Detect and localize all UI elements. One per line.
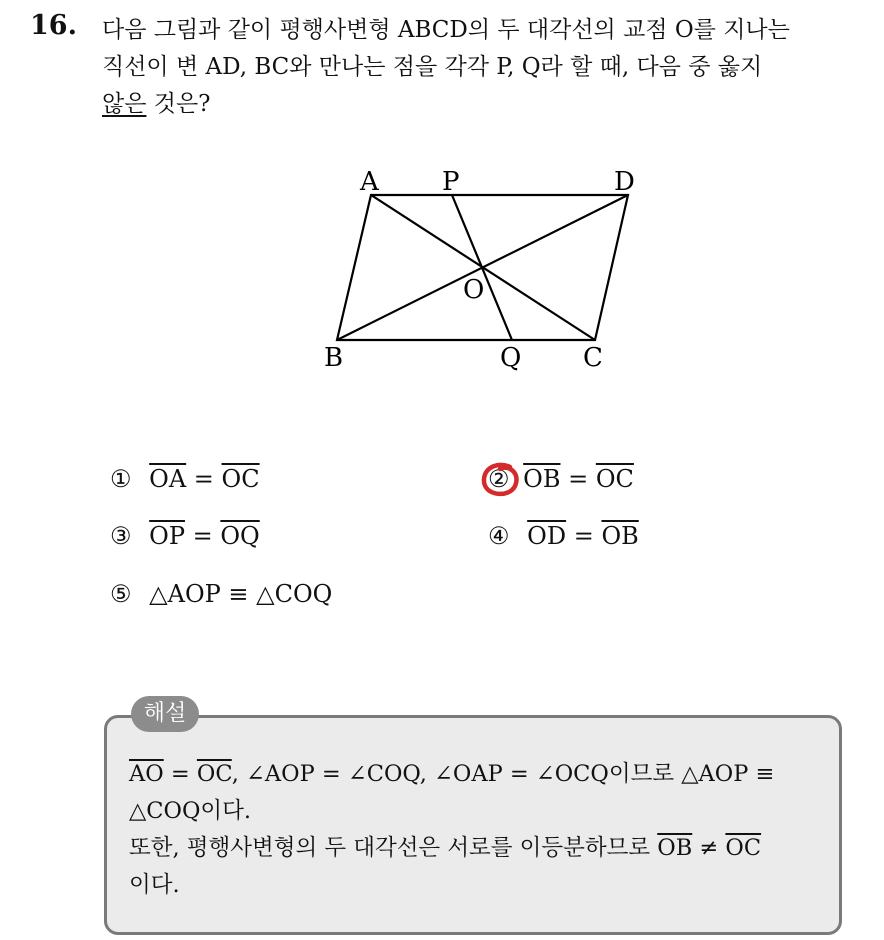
solution-line-3 xyxy=(129,830,829,867)
question-end: 것은? xyxy=(146,91,211,117)
operator: = xyxy=(184,522,221,550)
segment: $\overline{OC}$ xyxy=(196,761,232,787)
segment: $\overline{OA}$ xyxy=(149,465,187,493)
segment: $\overline{OB}$ xyxy=(601,522,639,550)
choice-4[interactable] xyxy=(488,522,639,550)
label-a: A xyxy=(360,167,379,197)
segment: $\overline{AO}$ xyxy=(129,761,164,787)
choice-3[interactable] xyxy=(110,522,260,550)
solution-line-1-rest: , ∠AOP = ∠COQ, ∠OAP = ∠OCQ이므로 △AOP ≡ xyxy=(231,761,775,787)
segment: $\overline{OP}$ xyxy=(149,522,185,550)
label-d: D xyxy=(614,167,635,197)
choice-number: ④ xyxy=(488,522,510,550)
operator: = xyxy=(566,522,602,550)
solution-box xyxy=(104,715,842,935)
segment: $\overline{OB}$ xyxy=(523,465,561,493)
solution-line-2: △COQ이다. xyxy=(129,798,252,824)
operator: = xyxy=(186,465,222,493)
line-pq xyxy=(452,195,512,340)
choice-5[interactable] xyxy=(110,580,332,608)
segment: $\overline{OQ}$ xyxy=(220,522,260,550)
question-line-2: 직선이 변 AD, BC와 만나는 점을 각각 P, Q라 할 때, 다음 중 옳지 xyxy=(102,54,763,80)
question-line-1: 다음 그림과 같이 평행사변형 ABCD의 두 대각선의 교점 O를 지나는 xyxy=(102,17,790,43)
segment: $\overline{OD}$ xyxy=(527,522,567,550)
segment: $\overline{OC}$ xyxy=(221,465,260,493)
solution-line-1: $\overline{AO} = \overline{OC}$, ∠AOP = ∠COQ, ∠OAP = ∠OCQ이므로 △AOP ≡ xyxy=(129,761,775,787)
operator: ≠ xyxy=(692,835,726,861)
label-b: B xyxy=(324,343,344,373)
segment: $\overline{OB}$ xyxy=(657,835,693,861)
solution-line-3-text: 또한, 평행사변형의 두 대각선은 서로를 이등분하므로 xyxy=(129,835,658,861)
choice-1[interactable] xyxy=(110,465,260,493)
choice-text: △AOP ≡ △COQ xyxy=(149,580,333,608)
label-o: O xyxy=(463,275,485,305)
underlined-word: 않은 xyxy=(102,91,147,117)
question-number: 16. xyxy=(30,10,77,41)
solution-line-4: 이다. xyxy=(129,872,180,898)
label-p: P xyxy=(442,167,460,197)
solution-text xyxy=(129,756,829,904)
label-q: Q xyxy=(500,343,522,373)
choice-number: ③ xyxy=(110,522,132,550)
segment: $\overline{OC}$ xyxy=(725,835,762,861)
choice-number: ② xyxy=(488,465,510,493)
operator: = xyxy=(560,465,596,493)
label-c: C xyxy=(583,343,603,373)
segment: $\overline{OC}$ xyxy=(595,465,634,493)
choice-number: ⑤ xyxy=(110,580,132,608)
choice-number: ① xyxy=(110,465,132,493)
answer-circle-mark xyxy=(480,461,524,499)
solution-label: 해설 xyxy=(131,696,199,732)
